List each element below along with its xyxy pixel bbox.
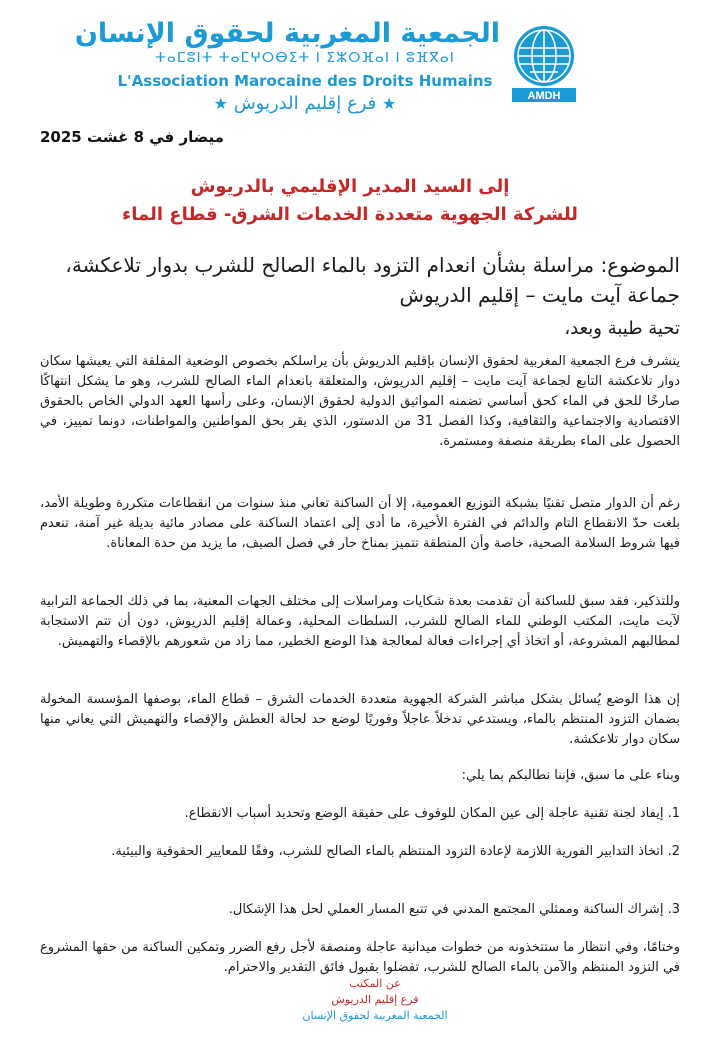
subject-line-2: جماعة آيت مايت – إقليم الدريوش bbox=[399, 283, 680, 307]
logo-text: AMDH bbox=[527, 90, 561, 102]
signature-line-1: عن المكتب bbox=[349, 977, 401, 990]
signature-line-2: فرع إقليم الدريوش bbox=[331, 993, 419, 1006]
star-icon: ★ bbox=[213, 94, 228, 113]
star-icon: ★ bbox=[382, 94, 397, 113]
org-name-tifinagh: ⵜⴰⵎⵓⵏⵜ ⵜⴰⵎⵖⵔⴱⵉⵜ ⵏ ⵉⵣⵔⴼⴰⵏ ⵏ ⵓⴼⴳⴰⵏ bbox=[155, 50, 455, 66]
paragraph-1: يتشرف فرع الجمعية المغربية لحقوق الإنسان بإقليم الدريوش بأن يراسلكم بخصوص الوضعية المقلقة التي يعيشها سكان دوار تلاعكشة التابع لجماعة آيت مايت – إقليم الدريوش، والمتعلقة بانعدام الماء الصالح للشرب، وهو ما يشكل انتهاكًا صارخًا للحق في الماء كحق أساسي تضمنه المواثيق الدولية لحقوق الإنسان، وعلى رأسها العهد الدولي الخاص بالحقوق الاقتصادية والاجتماعية والثقافية، وكذا الفصل 31 من الدستور، الذي يقر بحق المواطنين والمواطنات، دونما تمييز، في الحصول على الماء بطريقة منصفة ومستمرة. bbox=[40, 354, 681, 449]
subject-line-1: الموضوع: مراسلة بشأن انعدام التزود بالماء الصالح للشرب بدوار تلاعكشة، bbox=[65, 253, 680, 277]
paragraph-3: وللتذكير، فقد سبق للساكنة أن تقدمت بعدة شكايات ومراسلات إلى مختلف الجهات المعنية، بما في ذلك الجماعة الترابية لآيت مايت، المكتب الوطني للماء الصالح للشرب، السلطات المحلية، وعمالة إقليم الدريوش، دون أن تتم الاستجابة لمطالبهم المشروعة، أو اتخاذ أي إجراءات فعالة لمعالجة هذا الوضع الخطير، مما زاد من شعورهم بالإقصاء والتهميش. bbox=[40, 594, 680, 649]
recipient-line-1: إلى السيد المدير الإقليمي بالدريوش bbox=[190, 176, 510, 197]
amdh-logo bbox=[510, 24, 578, 104]
signature-line-3: الجمعية المغربية لحقوق الإنسان bbox=[302, 1009, 448, 1022]
demand-item-1: 1. إيفاد لجنة تقنية عاجلة إلى عين المكان للوقوف على حقيقة الوضع وتحديد أسباب الانقطاع. bbox=[184, 806, 680, 821]
paragraph-4: إن هذا الوضع يُسائل بشكل مباشر الشركة الجهوية متعددة الخدمات الشرق – قطاع الماء، بوصفها المؤسسة المخولة بضمان التزود المنتظم بالماء، ويستدعي تدخلاً عاجلاً وفوريًا لوضع حد لحالة العطش والإقصاء والتهميش التي يعاني منها سكان دوار تلاعكشة. bbox=[40, 692, 680, 747]
paragraph-2: رغم أن الدوار متصل تقنيًا بشبكة التوزيع العمومية، إلا أن الساكنة تعاني منذ سنوات من انقطاعات متكررة وطويلة الأمد، بلغت حدّ الانقطاع التام والدائم في الفترة الأخيرة، ما أدى إلى اعتماد الساكنة على مصادر مائية بديلة غير آمنة، تنعدم فيها شروط السلامة الصحية، خاصة وأن المنطقة تتميز بمناخ حار في فصل الصيف، ما يزيد من حدة المعاناة. bbox=[40, 496, 680, 551]
greeting: تحية طيبة وبعد، bbox=[564, 318, 680, 339]
branch-name bbox=[170, 93, 440, 114]
paragraph-5: وبناء على ما سبق، فإننا نطالبكم بما يلي: bbox=[461, 768, 680, 783]
closing-paragraph: وختامًا، وفي انتظار ما ستتخذونه من خطوات ميدانية عاجلة ومنصفة لأجل رفع الضرر وتمكين الساكنة من حقها المشروع في التزود المنتظم والآمن بالماء الصالح للشرب، تفضلوا بقبول فائق التقدير والاحترام. bbox=[40, 940, 680, 975]
org-name-arabic: الجمعية المغربية لحقوق الإنسان bbox=[74, 18, 500, 49]
org-name-french: L'Association Marocaine des Droits Humains bbox=[117, 72, 493, 90]
demand-item-2: 2. اتخاذ التدابير الفورية اللازمة لإعادة التزود المنتظم بالماء الصالح للشرب، وفقًا للمعايير الحقوقية والبيئية. bbox=[111, 844, 680, 859]
branch-label: فرع إقليم الدريوش bbox=[233, 93, 377, 114]
date-line: ميضار في 8 غشت 2025 bbox=[40, 128, 224, 146]
demand-item-3: 3. إشراك الساكنة وممثلي المجتمع المدني في تتبع المسار العملي لحل هذا الإشكال. bbox=[228, 902, 680, 917]
recipient-line-2: للشركة الجهوية متعددة الخدمات الشرق- قطاع الماء bbox=[122, 204, 578, 225]
